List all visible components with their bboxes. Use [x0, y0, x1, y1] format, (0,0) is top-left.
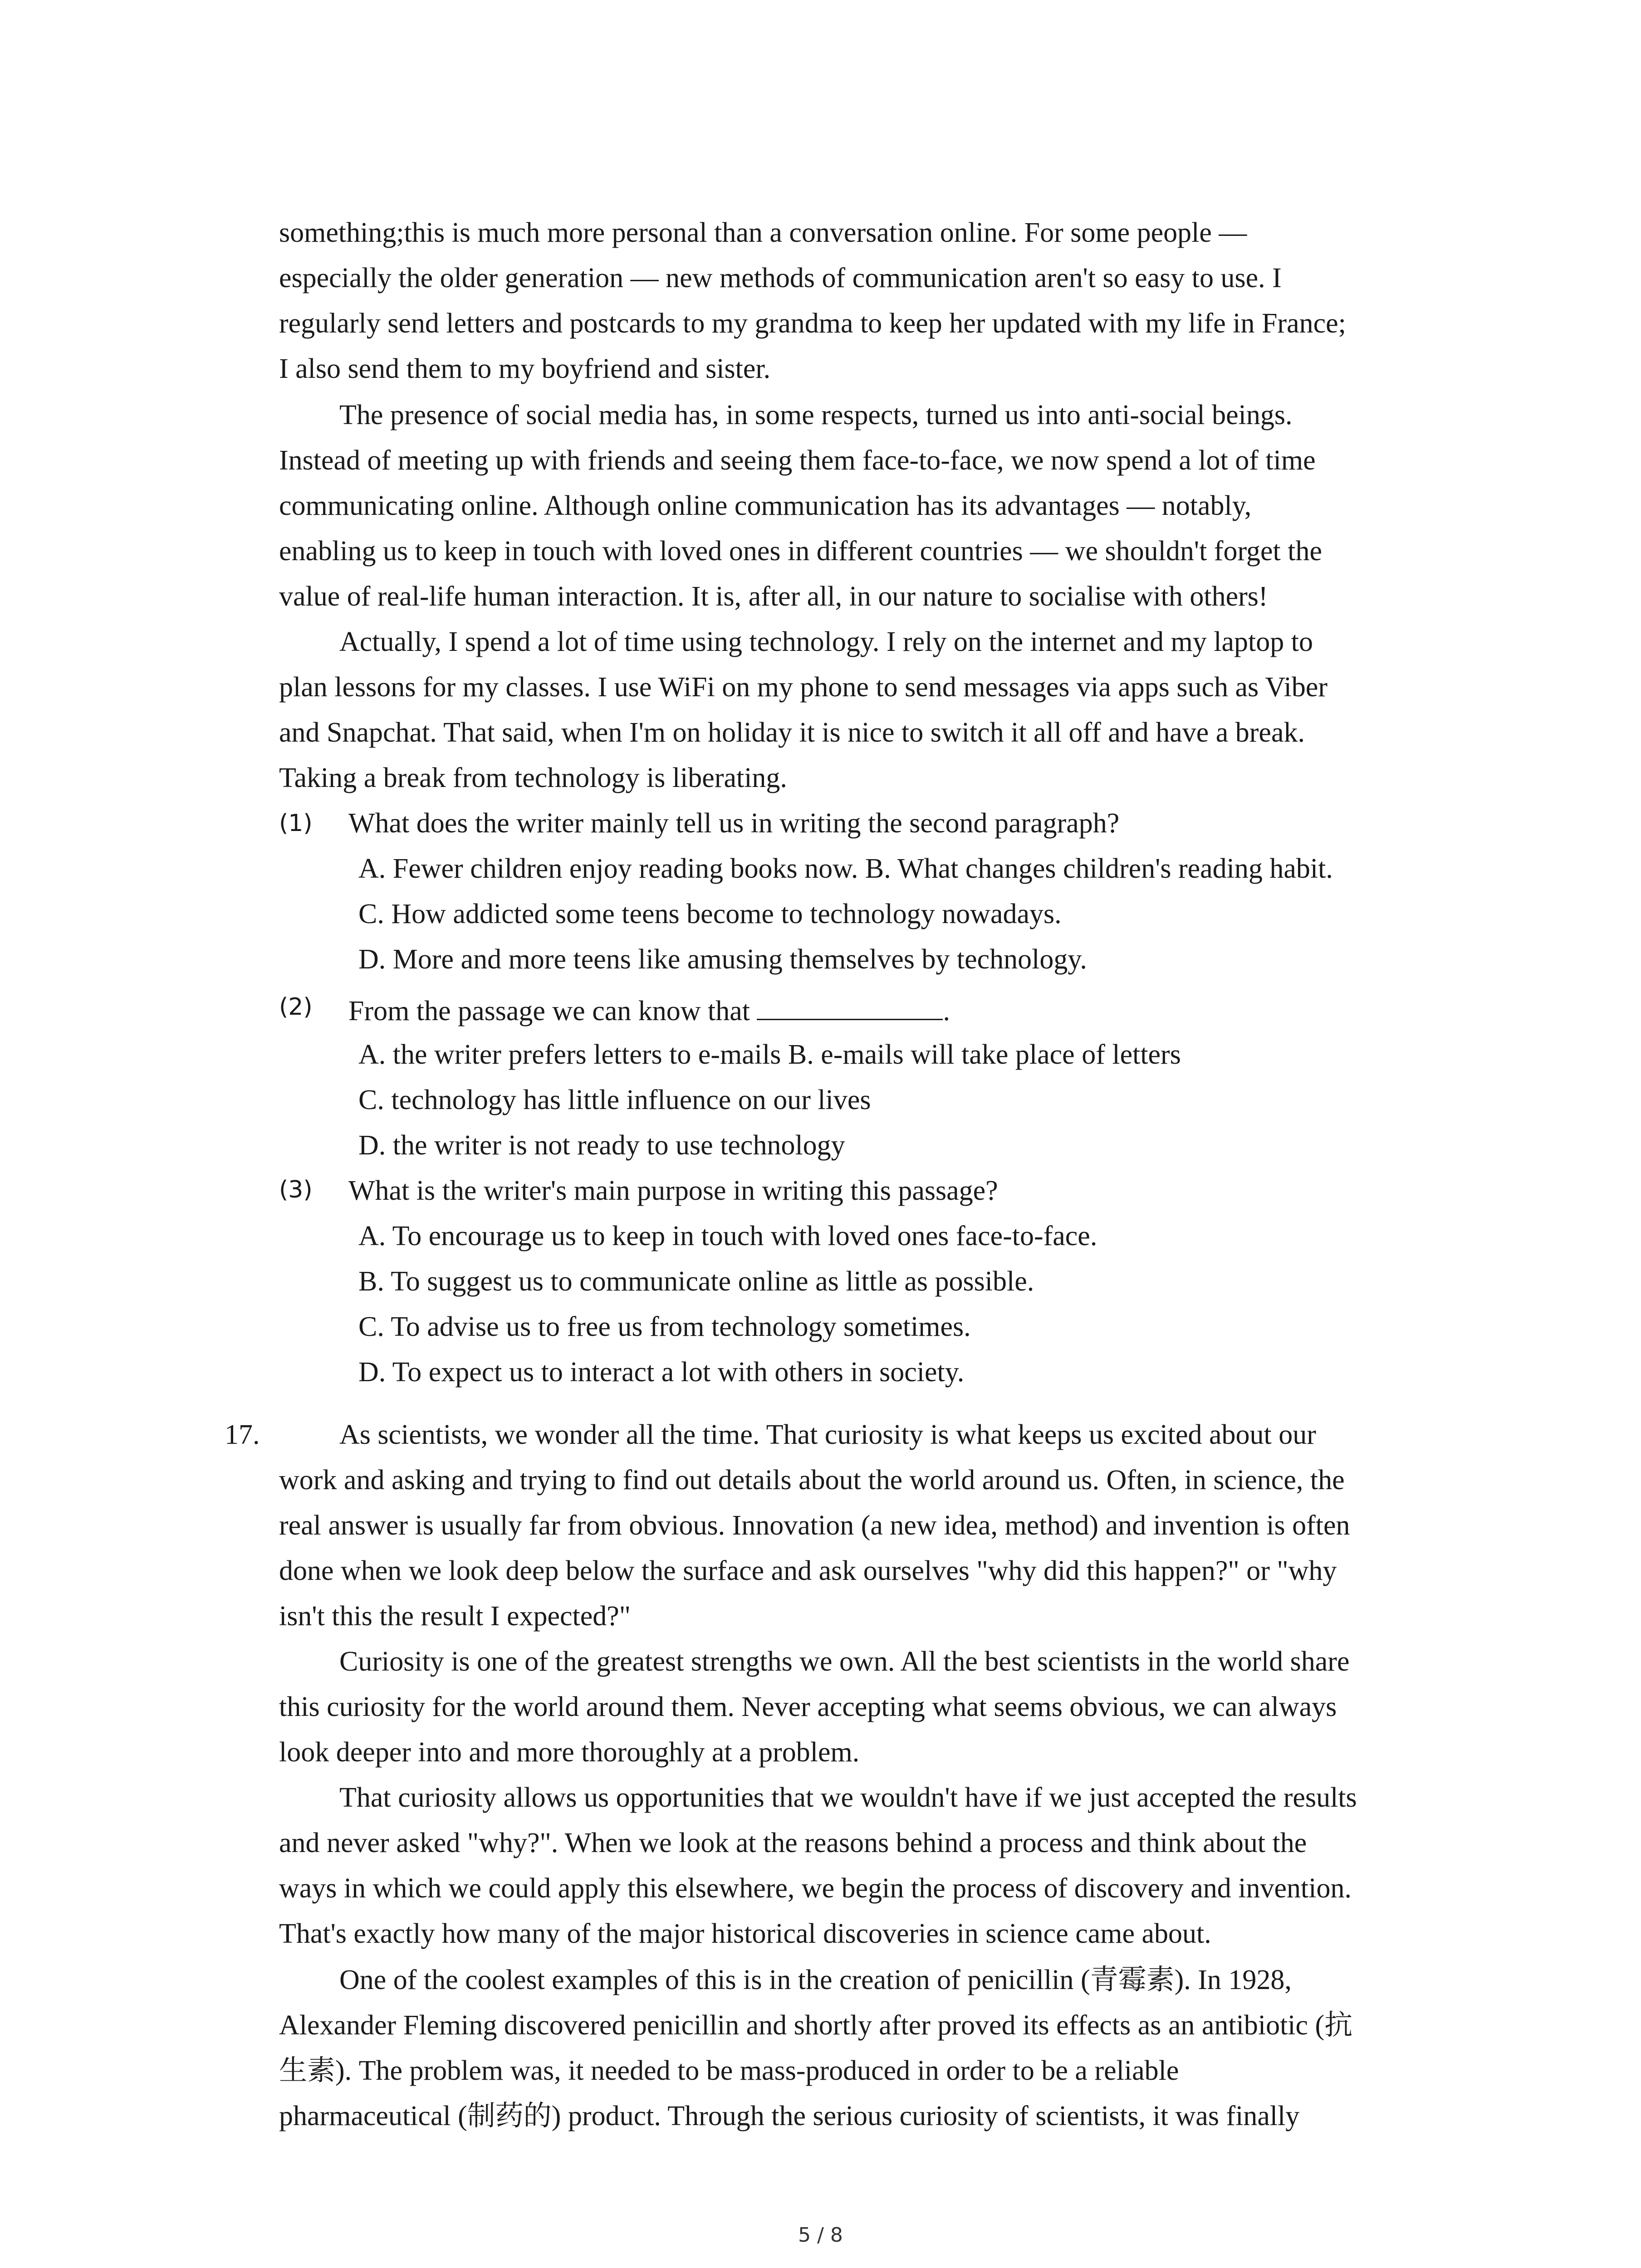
- question-stem-end: .: [943, 996, 950, 1026]
- answer-blank: [757, 993, 943, 1020]
- passage-line: value of real-life human interaction. It is, after all, in our nature to socialise with others!: [279, 581, 1268, 612]
- page-number: 5 / 8: [798, 2224, 843, 2247]
- question-stem: What does the writer mainly tell us in writing the second paragraph?: [348, 808, 1120, 839]
- passage-line: and Snapchat. That said, when I'm on holiday it is nice to switch it all off and have a break.: [279, 717, 1305, 748]
- passage-line: Alexander Fleming discovered penicillin and shortly after proved its effects as an antibiotic (抗: [279, 2010, 1353, 2041]
- passage-line: ways in which we could apply this elsewhere, we begin the process of discovery and invention.: [279, 1873, 1352, 1904]
- passage-line: Instead of meeting up with friends and seeing them face-to-face, we now spend a lot of time: [279, 445, 1316, 476]
- item-number: 17.: [225, 1419, 260, 1450]
- question-option: D. To expect us to interact a lot with others in society.: [358, 1357, 965, 1388]
- passage-line: That curiosity allows us opportunities that we wouldn't have if we just accepted the results: [339, 1782, 1357, 1813]
- question-option: C. How addicted some teens become to technology nowadays.: [358, 899, 1062, 929]
- passage-line: especially the older generation — new methods of communication aren't so easy to use. I: [279, 263, 1282, 293]
- passage-line: real answer is usually far from obvious. Innovation (a new idea, method) and invention is often: [279, 1510, 1350, 1541]
- passage-line: communicating online. Although online communication has its advantages — notably,: [279, 490, 1252, 521]
- passage-line: I also send them to my boyfriend and sister.: [279, 353, 771, 384]
- question-option: D. the writer is not ready to use technology: [358, 1130, 845, 1161]
- question-option: D. More and more teens like amusing themselves by technology.: [358, 944, 1087, 975]
- question-option: C. To advise us to free us from technology sometimes.: [358, 1311, 971, 1342]
- passage-line: look deeper into and more thoroughly at a problem.: [279, 1737, 860, 1768]
- passage-line: pharmaceutical (制药的) product. Through the serious curiosity of scientists, it was finally: [279, 2101, 1300, 2131]
- question-stem-row: [348, 993, 950, 1027]
- passage-line: work and asking and trying to find out details about the world around us. Often, in science, the: [279, 1465, 1345, 1496]
- passage-line: something;this is much more personal than a conversation online. For some people —: [279, 217, 1247, 248]
- passage-line: As scientists, we wonder all the time. That curiosity is what keeps us excited about our: [339, 1419, 1316, 1450]
- passage-line: One of the coolest examples of this is in the creation of penicillin (青霉素). In 1928,: [339, 1965, 1292, 1995]
- question-stem: From the passage we can know that: [348, 996, 750, 1026]
- passage-line: Curiosity is one of the greatest strengths we own. All the best scientists in the world share: [339, 1646, 1350, 1677]
- question-number: (1): [279, 810, 313, 837]
- passage-line: That's exactly how many of the major historical discoveries in science came about.: [279, 1918, 1211, 1949]
- passage-line: regularly send letters and postcards to my grandma to keep her updated with my life in France;: [279, 308, 1346, 339]
- question-number: (3): [279, 1176, 313, 1203]
- passage-line: isn't this the result I expected?": [279, 1601, 631, 1632]
- passage-line: Actually, I spend a lot of time using technology. I rely on the internet and my laptop to: [339, 626, 1313, 657]
- question-number: (2): [279, 993, 313, 1021]
- question-option: A. To encourage us to keep in touch with loved ones face-to-face.: [358, 1221, 1097, 1251]
- question-option: C. technology has little influence on our lives: [358, 1085, 871, 1115]
- passage-line: plan lessons for my classes. I use WiFi on my phone to send messages via apps such as Viber: [279, 672, 1327, 703]
- passage-line: and never asked "why?". When we look at the reasons behind a process and think about the: [279, 1828, 1307, 1858]
- question-option: A. the writer prefers letters to e-mails B. e-mails will take place of letters: [358, 1039, 1181, 1070]
- passage-line: Taking a break from technology is liberating.: [279, 763, 787, 793]
- passage-line: The presence of social media has, in some respects, turned us into anti-social beings.: [339, 400, 1293, 430]
- question-option: B. To suggest us to communicate online as little as possible.: [358, 1266, 1034, 1297]
- question-stem: What is the writer's main purpose in writing this passage?: [348, 1175, 998, 1206]
- passage-line: this curiosity for the world around them. Never accepting what seems obvious, we can always: [279, 1691, 1337, 1722]
- question-option: A. Fewer children enjoy reading books now. B. What changes children's reading habit.: [358, 853, 1333, 884]
- passage-line: 生素). The problem was, it needed to be mass-produced in order to be a reliable: [279, 2055, 1179, 2086]
- passage-line: enabling us to keep in touch with loved ones in different countries — we shouldn't forget the: [279, 536, 1322, 567]
- passage-line: done when we look deep below the surface and ask ourselves "why did this happen?" or "why: [279, 1555, 1337, 1586]
